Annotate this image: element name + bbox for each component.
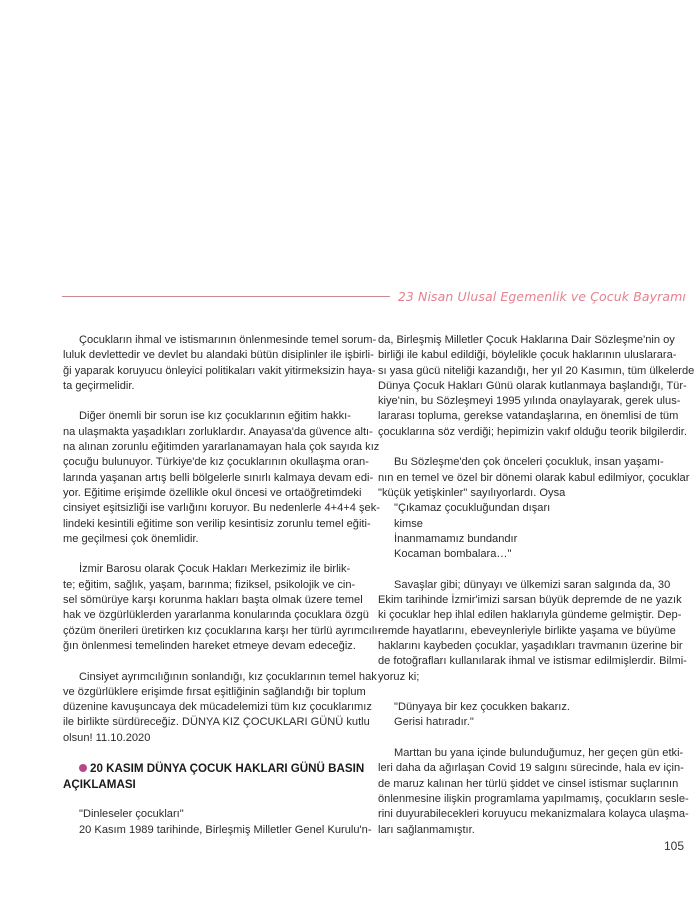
text-line: de maruz kalınan her türlü şiddet ve cinsel istismar suçlarının <box>378 777 679 790</box>
paragraph <box>378 333 695 440</box>
text-line: düzenine kavuşuncaya dek mücadelemizi tüm kız çocuklarımız <box>63 701 372 714</box>
text-line: hak ve özgürlüklerden yararlanma konularında çocuklara özgü <box>63 609 369 622</box>
text-line: Marttan bu yana içinde bulunduğumuz, her geçen gün etki- <box>394 747 684 760</box>
text-line: larında yaşanan artış belli bölgelerle sınırlı kalmaya devam edi- <box>63 471 374 484</box>
quote-line: İnanmamamız bundandır <box>394 532 518 545</box>
bullet-dot-icon <box>79 764 87 772</box>
text-line: remde hayatlarını, ebeveynleriyle birlikte yaşama ve büyüme <box>378 624 676 637</box>
header-title: 23 Nisan Ulusal Egemenlik ve Çocuk Bayramı <box>397 288 686 304</box>
text-line: ki çocuklar hep ihlal edilen haklarıyla gündeme gelmiştir. Dep- <box>378 609 682 622</box>
text-line: ve özgürlüklere erişimde fırsat eşitliğinin sağlandığı bir toplum <box>63 685 366 698</box>
text-line: na alınan zorunlu eğitimden yararlanamayan hala çok sayıda kız <box>63 441 380 454</box>
text-line: leri daha da ağırlaşan Covid 19 salgını sürecinde, hala ev için- <box>378 762 684 775</box>
text-line: "küçük yetişkinler" sayılıyorlardı. Oysa <box>378 486 566 499</box>
text-line: İzmir Barosu olarak Çocuk Hakları Merkezimiz ile birlik- <box>79 563 351 576</box>
text-line: de fotoğrafları kullanılarak ihmal ve istismar edilmişlerdir. Bilmi- <box>378 655 687 668</box>
text-line: önlenmesine ilişkin programlama yapılmamış, çocukların sesle- <box>378 792 689 805</box>
text-line: birliği ile kabul edildiği, böylelikle çocuk haklarının uluslarara- <box>378 349 677 362</box>
text-line: sel sömürüye karşı korunma hakları başta olmak üzere temel <box>63 594 363 607</box>
text-line: Dünya Çocuk Hakları Günü olarak kutlanmaya başlandığı, Tür- <box>378 379 687 392</box>
text-line: luluk devlettedir ve devlet bu alandaki bütün disiplinler ile işbirli- <box>63 349 374 362</box>
running-header <box>62 288 686 304</box>
text-line: da, Birleşmiş Milletler Çocuk Haklarına Dair Sözleşme'nin oy <box>378 334 675 346</box>
text-line: ile birlikte sürdüreceğiz. DÜNYA KIZ ÇOCUKLARI GÜNÜ kutlu <box>63 716 370 729</box>
text-line: sı yasa gücü niteliği kazandığı, her yıl 20 Kasımın, tüm ülkelerde <box>378 364 695 377</box>
text-line: Cinsiyet ayrımcılığının sonlandığı, kız çocuklarının temel hak <box>79 670 377 683</box>
paragraph <box>63 333 377 394</box>
text-line: 20 Kasım 1989 tarihinde, Birleşmiş Milletler Genel Kurulu'n- <box>79 823 372 836</box>
paragraph <box>63 562 382 654</box>
quote-line: "Çıkamaz çocukluğundan dışarı <box>394 502 551 515</box>
text-line: na ulaşmakta yaşadıkları zorluklardır. Anayasa'da güvence altı- <box>63 425 373 438</box>
left-column <box>63 333 382 853</box>
text-line: Bu Sözleşme'den çok önceleri çocukluk, insan yaşamı- <box>394 456 664 469</box>
text-line: ta geçirmelidir. <box>63 379 135 392</box>
quote-line: "Dinleseler çocukları" <box>79 808 184 821</box>
text-line: me geçilmesi çok önemlidir. <box>63 532 199 545</box>
section-heading <box>63 761 365 792</box>
text-line: lararası topluma, gerekse vatandaşlarına, en önemlisi de tüm <box>378 410 679 423</box>
section-heading-line: 20 KASIM DÜNYA ÇOCUK HAKLARI GÜNÜ BASIN <box>90 762 365 776</box>
quote-line: Kocaman bombalara…" <box>394 548 512 561</box>
paragraph <box>63 670 377 746</box>
text-line: nın en temel ve özel bir dönemi olarak kabul edilmiyor, çocuklar <box>378 471 690 484</box>
text-line: kiye'nin, bu Sözleşmeyi 1995 yılında onaylayarak, gerek ulus- <box>378 395 681 408</box>
text-line: yoruz ki; <box>378 670 420 683</box>
text-line: çocuğu bulunuyor. Türkiye'de kız çocuklarının okullaşma oran- <box>63 456 369 469</box>
text-line: haklarını kaybeden çocuklar, yaşadıkları travmanın üzerine bir <box>378 639 683 652</box>
quote-line: kimse <box>394 517 423 530</box>
text-line: olsun! 11.10.2020 <box>63 731 151 744</box>
text-line: Çocukların ihmal ve istismarının önlenmesinde temel sorum- <box>79 334 377 346</box>
page-number: 105 <box>663 839 684 853</box>
paragraph <box>378 578 690 685</box>
text-line: ği yaparak koruyucu önleyici politikaları vakit yitirmeksizin haya- <box>63 364 376 377</box>
text-line: lindeki kesintili eğitime son verilip kesintisiz zorunlu temel eğiti- <box>63 517 371 530</box>
section-heading-line: AÇIKLAMASI <box>63 777 136 791</box>
text-line: rini duyurabilecekleri koruyucu mekanizmalara kolayca ulaşma- <box>378 808 689 821</box>
text-line: Ekim tarihinde İzmir'imizi sarsan büyük depremde de ne yazık <box>378 594 682 607</box>
text-line: te; eğitim, sağlık, yaşam, barınma; fiziksel, psikolojik ve cin- <box>63 578 356 591</box>
right-column <box>378 333 695 853</box>
paragraph <box>63 409 380 547</box>
text-line: ğın önlenmesi temelinden hareket etmeye devam edeceğiz. <box>63 639 356 652</box>
quote-line: "Dünyaya bir kez çocukken bakarız. <box>394 701 570 714</box>
quote-line: Gerisi hatıradır." <box>394 716 474 729</box>
paragraph <box>378 455 690 562</box>
quote-block <box>378 700 690 731</box>
text-line: yor. Eğitime erişimde özellikle okul öncesi ve ortaöğretimdeki <box>63 486 362 499</box>
text-line: ları sağlanmamıştır. <box>378 823 475 836</box>
text-line: çözüm önerileri üretirken kız çocuklarına karşı her türlü ayrımcılı- <box>63 624 382 637</box>
text-line: Savaşlar gibi; dünyayı ve ülkemizi saran salgında da, 30 <box>394 578 671 591</box>
paragraph <box>63 807 372 838</box>
text-line: çocuklarına söz verdiği; hepimizin vakıf olduğu teorik bilgilerdir. <box>378 425 687 438</box>
header-rule <box>62 296 390 297</box>
text-line: cinsiyet eşitsizliği ise varlığını koruyor. Bu nedenlerle 4+4+4 şek- <box>63 502 380 515</box>
text-line: Diğer önemli bir sorun ise kız çocuklarının eğitim hakkı- <box>79 410 351 423</box>
paragraph <box>378 746 690 838</box>
